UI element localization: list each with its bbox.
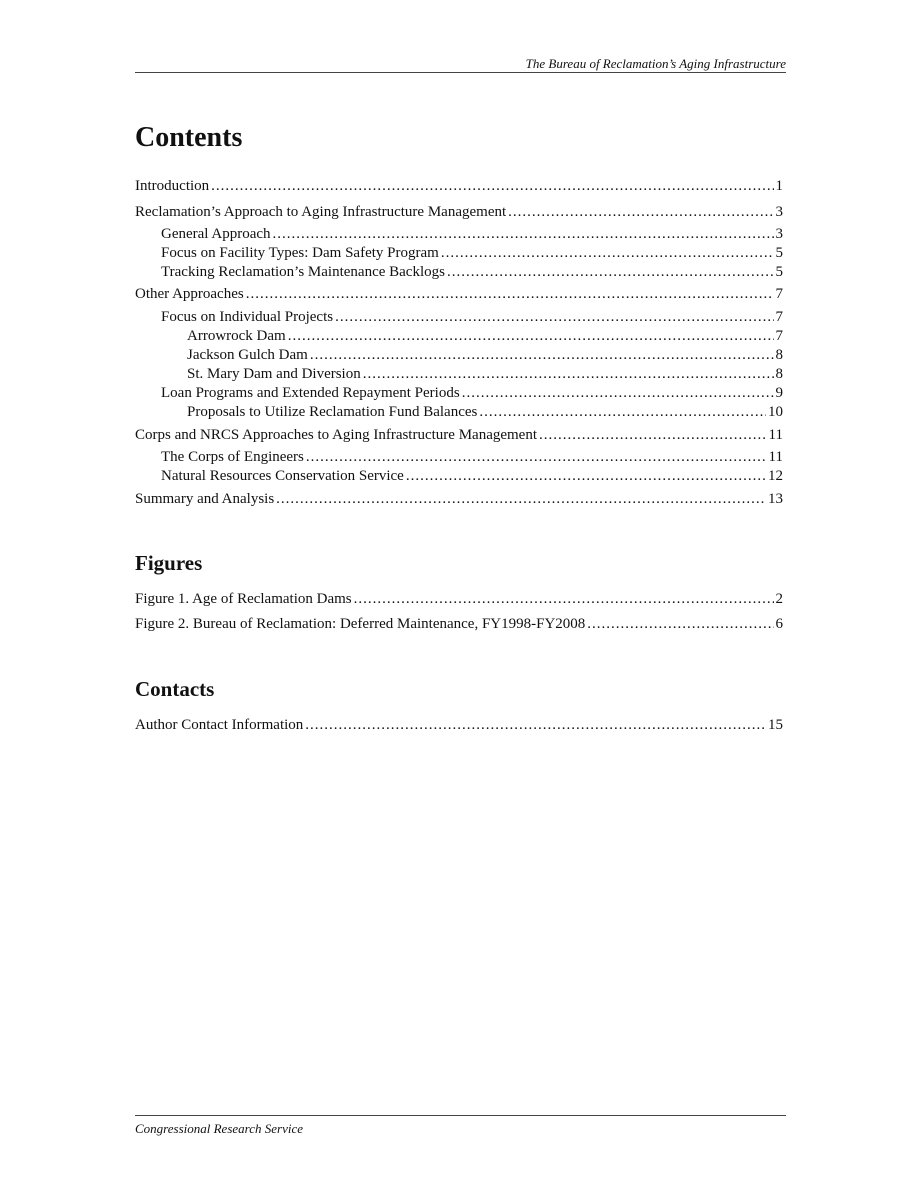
toc-entry[interactable] bbox=[135, 384, 783, 403]
toc-entry-label: Summary and Analysis bbox=[135, 491, 275, 507]
toc-entry[interactable] bbox=[135, 308, 783, 327]
toc-entry[interactable] bbox=[135, 403, 783, 422]
dot-leader bbox=[306, 448, 767, 467]
dot-leader bbox=[406, 467, 766, 486]
toc-entry-page: 7 bbox=[775, 286, 783, 302]
dot-leader bbox=[276, 490, 766, 509]
toc-entry-label: Natural Resources Conservation Service bbox=[161, 468, 404, 484]
toc-entry-page: 9 bbox=[775, 385, 783, 401]
toc-entry-page: 12 bbox=[768, 468, 783, 484]
dot-leader bbox=[447, 263, 774, 282]
header-rule bbox=[135, 72, 786, 73]
dot-leader bbox=[587, 615, 773, 634]
toc-entry-page: 1 bbox=[775, 178, 783, 194]
toc-entry[interactable] bbox=[135, 177, 783, 196]
contents-heading: Contents bbox=[135, 122, 243, 153]
figure-entry[interactable] bbox=[135, 615, 783, 634]
toc-entry-label: Proposals to Utilize Reclamation Fund Balances bbox=[187, 404, 478, 420]
dot-leader bbox=[246, 285, 774, 304]
footer-rule bbox=[135, 1115, 786, 1116]
figure-entry[interactable] bbox=[135, 590, 783, 609]
toc-entry-page: 11 bbox=[768, 449, 783, 465]
contact-entry-page: 15 bbox=[768, 717, 783, 733]
figure-entry-label: Figure 1. Age of Reclamation Dams bbox=[135, 591, 352, 607]
toc-entry-label: Introduction bbox=[135, 178, 210, 194]
dot-leader bbox=[539, 426, 767, 445]
toc-entry-page: 13 bbox=[768, 491, 783, 507]
running-footer-publisher: Congressional Research Service bbox=[135, 1121, 303, 1136]
figure-entry-page: 6 bbox=[775, 616, 783, 632]
toc-entry[interactable] bbox=[135, 448, 783, 467]
toc-entry-label: St. Mary Dam and Diversion bbox=[187, 366, 361, 382]
toc-entry[interactable] bbox=[135, 490, 783, 509]
contact-entry[interactable] bbox=[135, 716, 783, 735]
toc-entry[interactable] bbox=[135, 203, 783, 222]
toc-entry-label: Arrowrock Dam bbox=[187, 328, 286, 344]
toc-entry-page: 10 bbox=[768, 404, 783, 420]
toc-entry-label: The Corps of Engineers bbox=[161, 449, 304, 465]
contact-entry-label: Author Contact Information bbox=[135, 717, 304, 733]
toc-entry[interactable] bbox=[135, 426, 783, 445]
dot-leader bbox=[273, 225, 774, 244]
toc-entry-label: Other Approaches bbox=[135, 286, 244, 302]
toc-entry-label: Loan Programs and Extended Repayment Periods bbox=[161, 385, 460, 401]
toc-entry[interactable] bbox=[135, 327, 783, 346]
dot-leader bbox=[479, 403, 766, 422]
toc-entry[interactable] bbox=[135, 244, 783, 263]
dot-leader bbox=[508, 203, 773, 222]
running-header-title: The Bureau of Reclamation’s Aging Infrastructure bbox=[525, 56, 786, 71]
dot-leader bbox=[288, 327, 774, 346]
figure-entry-page: 2 bbox=[775, 591, 783, 607]
toc-entry-label: General Approach bbox=[161, 226, 271, 242]
toc-entry-label: Focus on Individual Projects bbox=[161, 309, 334, 325]
figure-entry-label: Figure 2. Bureau of Reclamation: Deferred Maintenance, FY1998-FY2008 bbox=[135, 616, 586, 632]
dot-leader bbox=[335, 308, 773, 327]
toc-entry[interactable] bbox=[135, 346, 783, 365]
dot-leader bbox=[363, 365, 774, 384]
toc-entry-label: Reclamation’s Approach to Aging Infrastructure Management bbox=[135, 204, 507, 220]
toc-entry-page: 7 bbox=[775, 309, 783, 325]
toc-entry[interactable] bbox=[135, 365, 783, 384]
dot-leader bbox=[441, 244, 774, 263]
toc-entry-label: Jackson Gulch Dam bbox=[187, 347, 308, 363]
figures-heading: Figures bbox=[135, 551, 203, 575]
toc-entry-page: 5 bbox=[775, 245, 783, 261]
dot-leader bbox=[310, 346, 774, 365]
dot-leader bbox=[462, 384, 774, 403]
toc-entry-page: 8 bbox=[775, 347, 783, 363]
toc-entry[interactable] bbox=[135, 467, 783, 486]
dot-leader bbox=[211, 177, 773, 196]
toc-entry-label: Tracking Reclamation’s Maintenance Backlogs bbox=[161, 264, 445, 280]
toc-entry[interactable] bbox=[135, 285, 783, 304]
contacts-heading: Contacts bbox=[135, 677, 215, 701]
dot-leader bbox=[354, 590, 774, 609]
toc-entry[interactable] bbox=[135, 225, 783, 244]
toc-entry-label: Corps and NRCS Approaches to Aging Infrastructure Management bbox=[135, 427, 538, 443]
toc-entry-page: 3 bbox=[775, 226, 783, 242]
dot-leader bbox=[305, 716, 766, 735]
toc-entry-label: Focus on Facility Types: Dam Safety Program bbox=[161, 245, 439, 261]
toc-entry-page: 11 bbox=[768, 427, 783, 443]
toc-entry[interactable] bbox=[135, 263, 783, 282]
toc-entry-page: 8 bbox=[775, 366, 783, 382]
toc-entry-page: 5 bbox=[775, 264, 783, 280]
toc-entry-page: 3 bbox=[775, 204, 783, 220]
toc-entry-page: 7 bbox=[775, 328, 783, 344]
